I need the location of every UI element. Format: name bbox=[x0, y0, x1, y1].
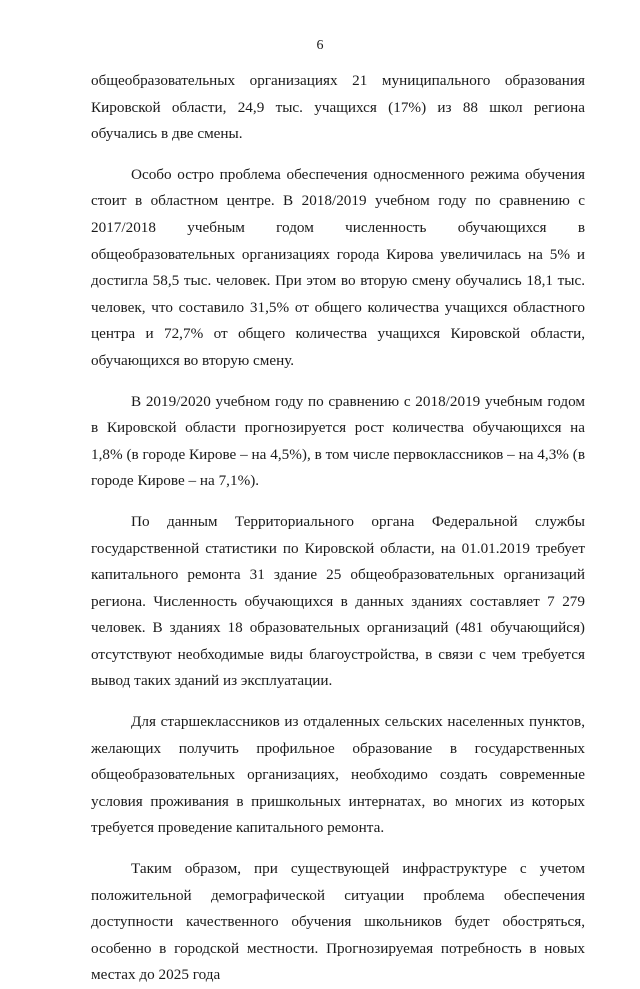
paragraph-single-shift-problem: Особо остро проблема обеспечения односменного режима обучения стоит в областном центре. В 2018/2019 учебном году по сравнению с 2017/2018 учебным годом численность обучающихся в общеобразовательных организациях города Кирова увеличилась на 5% и достигла 58,5 тыс. человек. При этом во вторую смену обучались 18,1 тыс. человек, что составило 31,5% от общего количества учащихся областного центра и 72,7% от общего количества учащихся Кировской области, обучающихся во вторую смену. bbox=[91, 165, 585, 369]
paragraph-boarding-schools: Для старшеклассников из отдаленных сельских населенных пунктов, желающих получить профильное образование в государственных общеобразовательных организациях, необходимо создать современные условия проживания в пришкольных интернатах, во многих из которых требуется проведение капитального ремонта. bbox=[91, 713, 585, 837]
page-number: 6 bbox=[316, 38, 324, 53]
paragraph-forecast-growth: В 2019/2020 учебном году по сравнению с 2018/2019 учебным годом в Кировской области прогнозируется рост количества обучающихся на 1,8% (в городе Кирове – на 4,5%), в том числе первоклассников – на 4,3% (в городе Кирове – на 7,1%). bbox=[91, 392, 585, 490]
document-body bbox=[91, 68, 585, 989]
paragraph-conclusion: Таким образом, при существующей инфраструктуре с учетом положительной демографической ситуации проблема обеспечения доступности качественного обучения школьников будет обостряться, особенно в городской местности. Прогнозируемая потребность в новых местах до 2025 года bbox=[91, 860, 585, 984]
paragraph-capital-repair: По данным Территориального органа Федеральной службы государственной статистики по Кировской области, на 01.01.2019 требует капитального ремонта 31 здание 25 общеобразовательных организаций региона. Численность обучающихся в данных зданиях составляет 7 279 человек. В зданиях 18 образовательных организаций (481 обучающийся) отсутствуют необходимые виды благоустройства, в связи с чем требуется вывод таких зданий из эксплуатации. bbox=[91, 512, 585, 690]
paragraph-continuation: общеобразовательных организациях 21 муниципального образования Кировской области, 24,9 тыс. учащихся (17%) из 88 школ региона обучались в две смены. bbox=[91, 72, 585, 143]
